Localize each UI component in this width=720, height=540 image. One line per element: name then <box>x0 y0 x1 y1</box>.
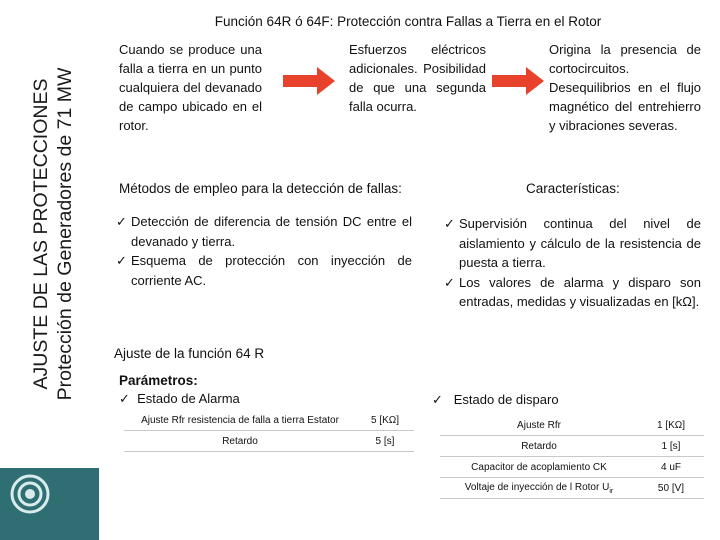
list-item: ✓ Esquema de protección con inyección de corriente AC. <box>116 253 412 288</box>
list-item: ✓ Detección de diferencia de tensión DC entre el devanado y tierra. <box>116 214 412 249</box>
check-icon: ✓ <box>432 392 443 407</box>
sidebar <box>0 0 99 540</box>
sidebar-strip <box>0 0 8 468</box>
flow-box-cause: Cuando se produce una falla a tierra en un punto cualquiera del devanado de campo ubicado en el rotor. <box>119 42 262 133</box>
sidebar-title-line-2: Protección de Generadores de 71 MW <box>54 67 76 401</box>
table-cell: 5 [s] <box>356 431 414 452</box>
check-icon: ✓ <box>119 391 130 406</box>
table-cell: 1 [s] <box>638 436 704 457</box>
table-row <box>440 415 704 436</box>
flow-box-effect: Esfuerzos eléctricos adicionales. Posibilidad de que una segunda falla ocurra. <box>349 42 486 114</box>
arrow-right-icon <box>492 67 544 95</box>
methods-list <box>116 212 412 290</box>
list-item: ✓ Supervisión continua del nivel de aislamiento y cálculo de la resistencia de puesta a tierra. <box>444 216 701 270</box>
params-heading: Parámetros: <box>119 373 198 388</box>
features-list <box>444 214 701 312</box>
features-heading: Características: <box>526 181 620 196</box>
list-item: ✓ Los valores de alarma y disparo son entradas, medidas y visualizadas en [kΩ]. <box>444 274 701 309</box>
table-cell: Retardo <box>440 436 638 457</box>
arrow-right-icon <box>283 67 335 95</box>
alarm-table <box>124 410 414 452</box>
check-icon: ✓ <box>116 253 127 268</box>
table-row <box>124 410 414 431</box>
table-cell: Retardo <box>124 431 356 452</box>
table-row <box>124 431 414 452</box>
page-title: Función 64R ó 64F: Protección contra Fallas a Tierra en el Rotor <box>214 14 602 29</box>
table-row <box>440 436 704 457</box>
sidebar-title-line-1: AJUSTE DE LAS PROTECCIONES <box>30 78 52 390</box>
methods-heading: Métodos de empleo para la detección de fallas: <box>119 181 402 196</box>
check-icon: ✓ <box>116 214 127 229</box>
alarm-state-label: ✓ Estado de Alarma <box>119 391 240 406</box>
table-cell: Ajuste Rfr <box>440 415 638 436</box>
sidebar-title <box>8 0 98 468</box>
table-cell: Ajuste Rfr resistencia de falla a tierra Estator <box>124 410 356 431</box>
adjust-heading: Ajuste de la función 64 R <box>114 346 265 361</box>
table-row <box>440 457 704 478</box>
table-cell: 1 [KΩ] <box>638 415 704 436</box>
check-icon: ✓ <box>444 274 455 290</box>
table-row <box>440 478 704 499</box>
flow-box-consequence: Origina la presencia de cortocircuitos. Desequilibrios en el flujo magnético del entrehierro y vibraciones severas. <box>549 42 701 133</box>
table-cell: 5 [KΩ] <box>356 410 414 431</box>
table-cell: 50 [V] <box>638 478 704 499</box>
check-icon: ✓ <box>444 216 455 231</box>
table-cell: Capacitor de acoplamiento CK <box>440 457 638 478</box>
trip-table <box>440 415 704 499</box>
trip-state-label: ✓ Estado de disparo <box>432 392 559 407</box>
table-cell: Voltaje de inyección de l Rotor $U_{ir}$ <box>440 478 638 499</box>
target-logo-icon <box>10 474 50 514</box>
table-cell: 4 uF <box>638 457 704 478</box>
